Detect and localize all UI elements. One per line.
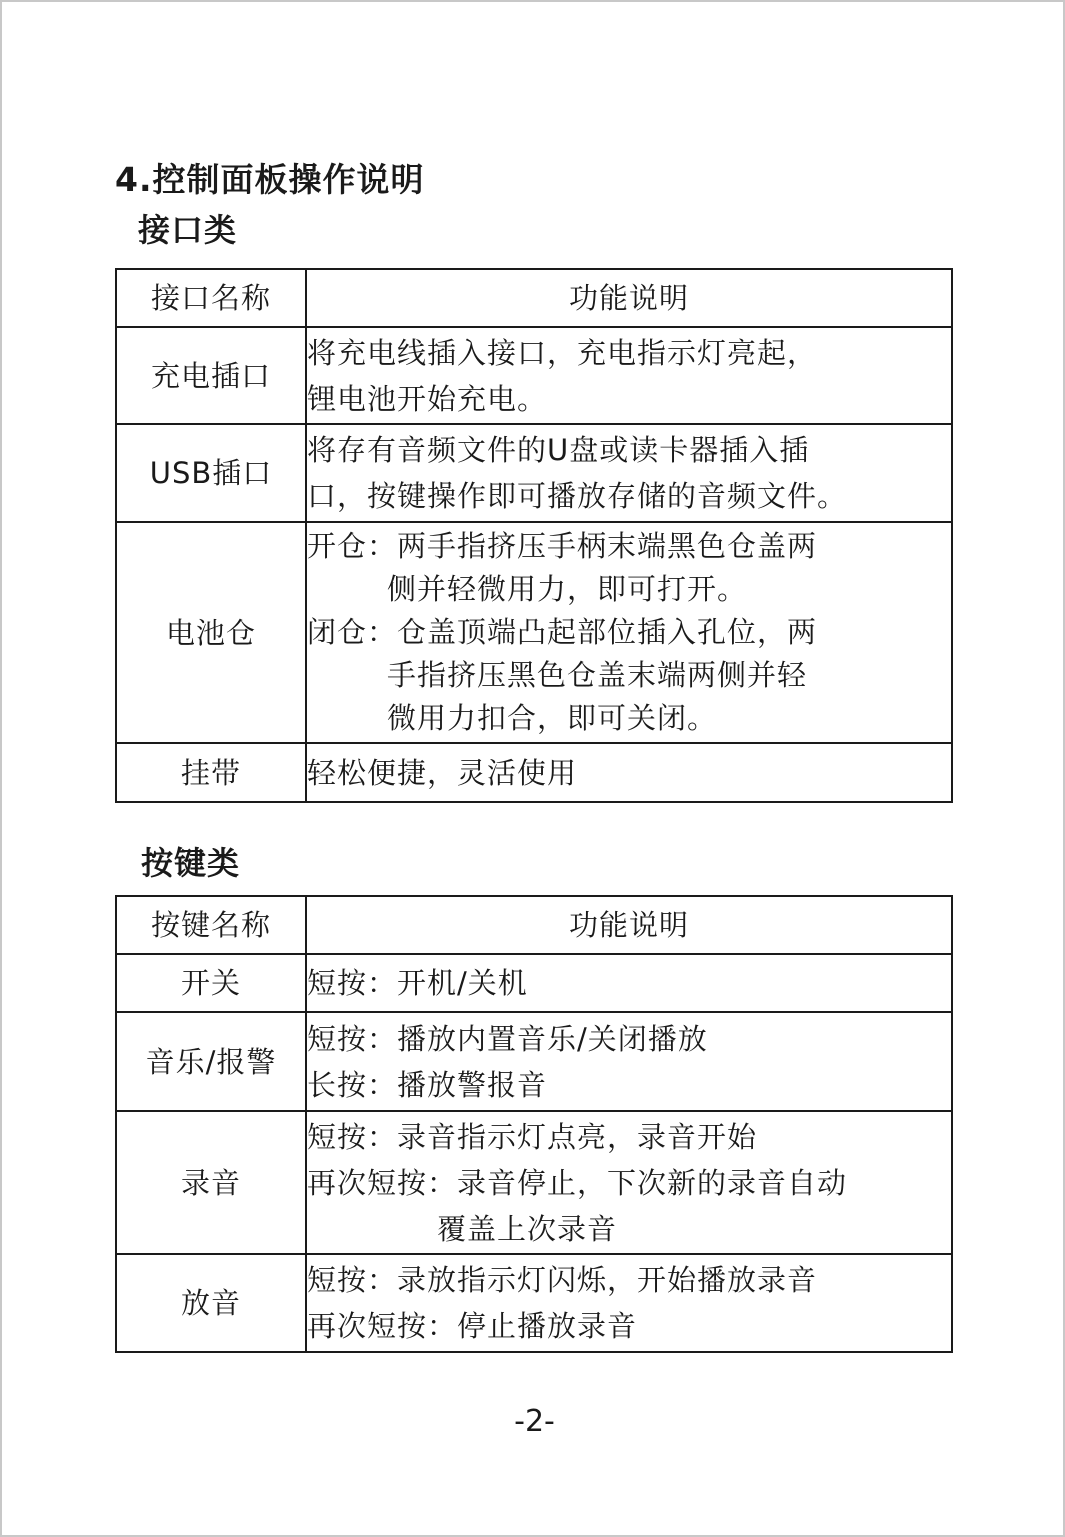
interfaces-table <box>115 268 953 803</box>
button-name-music-alarm: 音乐/报警 <box>116 1012 306 1111</box>
desc-line: 短按：录放指示灯闪烁，开始播放录音 <box>307 1263 818 1297</box>
buttons-heading: 按键类 <box>141 844 241 882</box>
table-header-row <box>116 269 952 327</box>
desc-line: 将充电线插入接口，充电指示灯亮起， <box>307 335 818 370</box>
desc-line: 轻松便捷，灵活使用 <box>307 755 578 790</box>
desc-line: 开仓：两手指挤压手柄末端黑色仓盖两 <box>307 529 818 563</box>
desc-line: 将存有音频文件的U盘或读卡器插入插 <box>307 433 810 467</box>
buttons-table <box>115 895 953 1353</box>
table-row <box>116 743 952 802</box>
table-row <box>116 954 952 1012</box>
interface-desc-usb <box>306 424 952 522</box>
table-row <box>116 424 952 522</box>
table-row <box>116 1111 952 1254</box>
interface-desc-charging <box>306 327 952 424</box>
column-header-name: 接口名称 <box>116 269 306 327</box>
desc-line: 覆盖上次录音 <box>437 1211 618 1246</box>
interface-desc-battery <box>306 522 952 743</box>
button-desc-power <box>306 954 952 1012</box>
desc-line: 锂电池开始充电。 <box>307 381 548 416</box>
section-title: 4.控制面板操作说明 <box>115 160 425 199</box>
desc-line: 短按：播放内置音乐/关闭播放 <box>307 1021 708 1056</box>
interface-name-strap: 挂带 <box>116 743 306 802</box>
page-number: -2- <box>514 1404 555 1439</box>
column-header-name: 按键名称 <box>116 896 306 954</box>
desc-line: 侧并轻微用力，即可打开。 <box>387 572 748 606</box>
desc-line: 再次短按：录音停止，下次新的录音自动 <box>307 1165 848 1200</box>
desc-line: 短按：开机/关机 <box>307 966 528 1000</box>
desc-line: 微用力扣合，即可关闭。 <box>387 701 718 735</box>
table-row <box>116 1012 952 1111</box>
table-row <box>116 1254 952 1352</box>
button-name-playback: 放音 <box>116 1254 306 1352</box>
interface-name-charging: 充电插口 <box>116 327 306 424</box>
desc-line: 短按：录音指示灯点亮，录音开始 <box>307 1119 758 1154</box>
table-row <box>116 327 952 424</box>
button-desc-playback <box>306 1254 952 1352</box>
interfaces-heading: 接口类 <box>138 211 238 249</box>
table-header-row <box>116 896 952 954</box>
button-desc-record <box>306 1111 952 1254</box>
button-name-power: 开关 <box>116 954 306 1012</box>
button-name-record: 录音 <box>116 1111 306 1254</box>
column-header-desc: 功能说明 <box>306 269 952 327</box>
interface-desc-strap <box>306 743 952 802</box>
desc-line: 口，按键操作即可播放存储的音频文件。 <box>307 479 848 513</box>
desc-line: 再次短按：停止播放录音 <box>307 1309 638 1343</box>
column-header-desc: 功能说明 <box>306 896 952 954</box>
desc-line: 手指挤压黑色仓盖末端两侧并轻 <box>387 658 808 692</box>
desc-line: 长按：播放警报音 <box>307 1067 548 1102</box>
interface-name-battery: 电池仓 <box>116 522 306 743</box>
interface-name-usb: USB插口 <box>116 424 306 522</box>
desc-line: 闭仓：仓盖顶端凸起部位插入孔位，两 <box>307 615 818 649</box>
button-desc-music-alarm <box>306 1012 952 1111</box>
table-row <box>116 522 952 743</box>
